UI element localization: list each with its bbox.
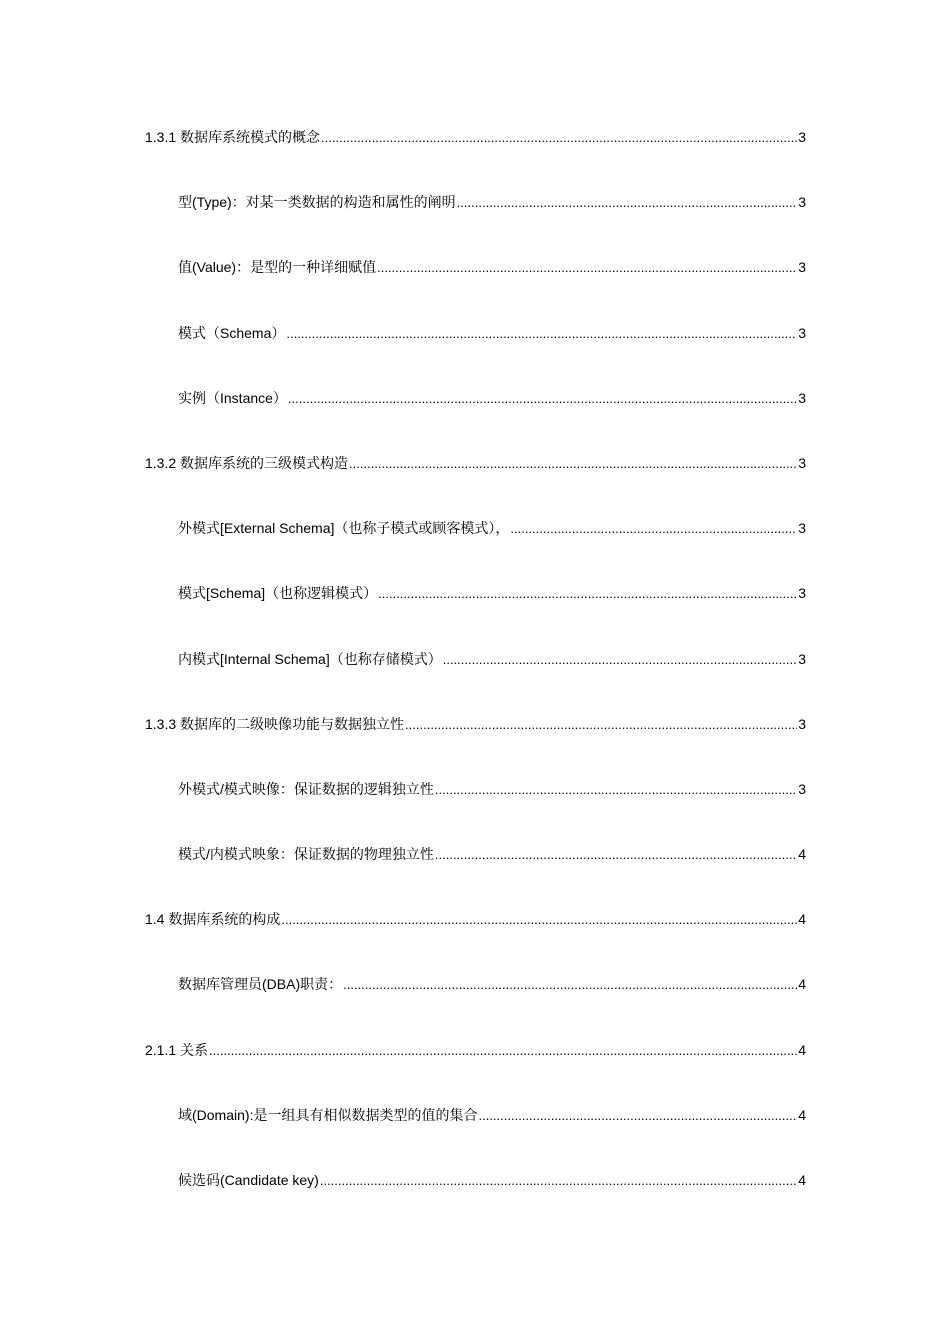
toc-entry-title: 模式/内模式映象：保证数据的物理独立性: [178, 846, 434, 863]
toc-entry[interactable]: [0, 252, 950, 317]
toc-entry-title: 外模式[External Schema]（也称子模式或顾客模式），: [178, 520, 510, 537]
toc-entry[interactable]: [0, 904, 950, 969]
toc-dot-leader: [209, 1042, 797, 1060]
toc-page-number: 4: [798, 1172, 806, 1188]
toc-page-number: 3: [798, 194, 806, 211]
toc-page-number: 4: [798, 976, 806, 993]
toc-dot-leader: [435, 846, 797, 864]
toc-entry[interactable]: [0, 513, 950, 578]
toc-page-number: 3: [798, 454, 806, 471]
toc-entry[interactable]: [0, 774, 950, 839]
toc-dot-leader: [378, 585, 797, 603]
toc-dot-leader: [405, 716, 797, 734]
toc-page-number: 3: [798, 324, 806, 341]
toc-page-number: 3: [798, 520, 806, 537]
toc-entry-title: 1.3.3 数据库的二级映像功能与数据独立性: [145, 715, 405, 732]
toc-entry[interactable]: [0, 1035, 950, 1100]
toc-entry[interactable]: [0, 1165, 950, 1230]
toc-dot-leader: [281, 911, 797, 929]
toc-page-number: 4: [798, 846, 806, 863]
toc-dot-leader: [377, 259, 797, 277]
toc-entry-title: 外模式/模式映像：保证数据的逻辑独立性: [178, 780, 434, 797]
toc-entry[interactable]: [0, 187, 950, 252]
toc-entry[interactable]: [0, 969, 950, 1034]
toc-dot-leader: [320, 1172, 797, 1190]
toc-page-number: 3: [798, 389, 806, 406]
toc-entry[interactable]: [0, 448, 950, 513]
toc-entry-title: 域(Domain):是一组具有相似数据类型的值的集合: [178, 1106, 478, 1123]
toc-entry-title: 内模式[Internal Schema]（也称存储模式）: [178, 650, 442, 667]
toc-page-number: 3: [798, 259, 806, 276]
toc-entry[interactable]: [0, 709, 950, 774]
toc-dot-leader: [457, 194, 798, 212]
toc-page-number: 4: [798, 1106, 806, 1123]
toc-entry-title: 2.1.1 关系: [145, 1041, 209, 1058]
toc-page-number: 3: [798, 650, 806, 667]
toc-entry-title: 模式（Schema）: [178, 324, 286, 341]
toc-entry-title: 值(Value)：是型的一种详细赋值: [178, 259, 377, 276]
toc-dot-leader: [510, 520, 797, 538]
toc-entry[interactable]: [0, 383, 950, 448]
toc-entry[interactable]: [0, 122, 950, 187]
toc-entry[interactable]: [0, 1100, 950, 1165]
toc-dot-leader: [343, 976, 797, 994]
toc-dot-leader: [286, 325, 797, 343]
toc-dot-leader: [435, 781, 797, 799]
toc-dot-leader: [288, 390, 797, 408]
toc-entry-title: 候选码(Candidate key): [178, 1172, 319, 1188]
toc-page-number: 3: [798, 780, 806, 797]
toc-dot-leader: [349, 455, 797, 473]
toc-page-number: 4: [798, 911, 806, 928]
toc-entry[interactable]: [0, 318, 950, 383]
toc-dot-leader: [478, 1107, 797, 1125]
toc-entry-title: 模式[Schema]（也称逻辑模式）: [178, 585, 378, 602]
toc-entry[interactable]: [0, 644, 950, 709]
toc-entry-title: 1.4 数据库系统的构成: [145, 911, 281, 928]
toc-page-number: 3: [798, 715, 806, 732]
toc-entry-title: 数据库管理员(DBA)职责：: [178, 976, 343, 993]
toc-dot-leader: [321, 129, 797, 147]
toc-dot-leader: [443, 651, 797, 669]
toc-page-number: 4: [798, 1041, 806, 1058]
toc-entry-title: 实例（Instance）: [178, 389, 287, 406]
toc-entry-title: 型(Type)：对某一类数据的构造和属性的阐明: [178, 194, 456, 211]
toc-entry[interactable]: [0, 839, 950, 904]
toc-entry[interactable]: [0, 578, 950, 643]
table-of-contents: [0, 122, 950, 1230]
toc-entry-title: 1.3.1 数据库系统模式的概念: [145, 129, 321, 145]
toc-entry-title: 1.3.2 数据库系统的三级模式构造: [145, 454, 349, 471]
toc-page-number: 3: [798, 129, 806, 145]
toc-page-number: 3: [798, 585, 806, 602]
